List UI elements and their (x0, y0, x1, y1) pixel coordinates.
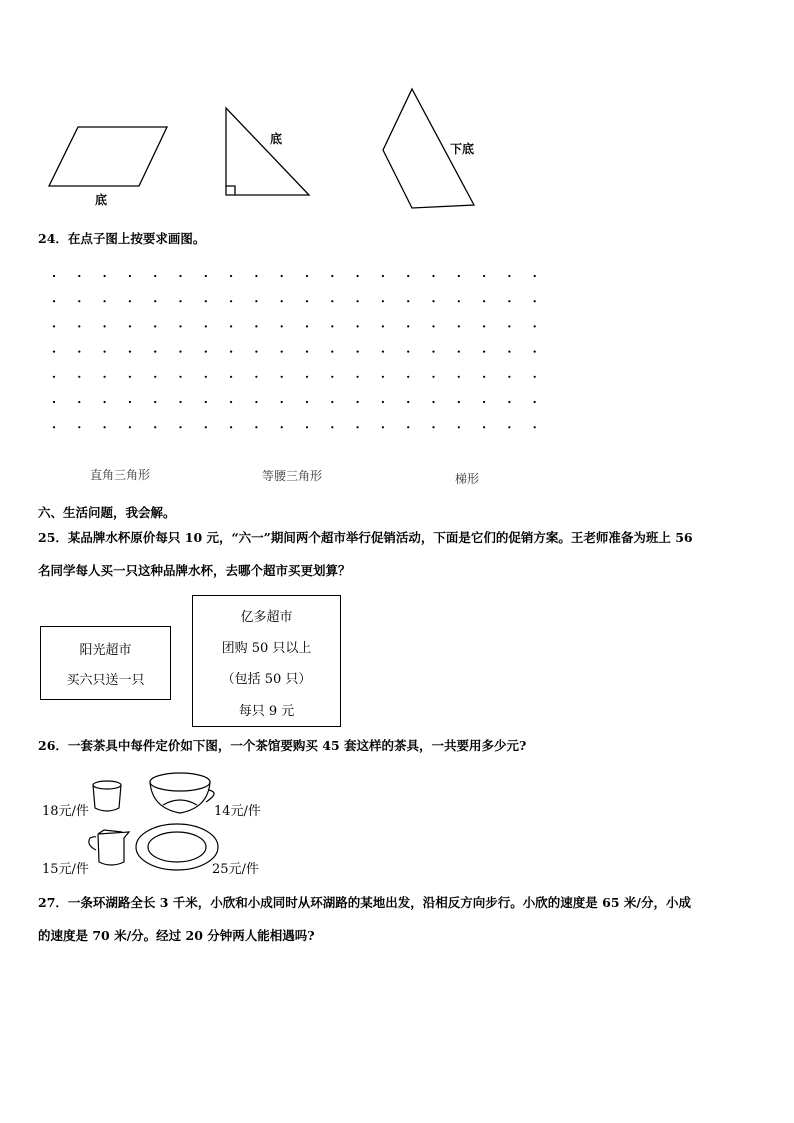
grid-dot (230, 401, 232, 403)
grid-dot (230, 275, 232, 277)
grid-dot (357, 376, 359, 378)
grid-dot (432, 275, 434, 277)
grid-dot (281, 401, 283, 403)
grid-dot (357, 275, 359, 277)
grid-dot (382, 325, 384, 327)
grid-dot (306, 351, 308, 353)
grid-dot (508, 325, 510, 327)
store-b-box (192, 595, 341, 727)
grid-dot (432, 351, 434, 353)
grid-dot (432, 325, 434, 327)
grid-dot (458, 275, 460, 277)
grid-dot (357, 325, 359, 327)
q25-line1: 25．某品牌水杯原价每只 10 元，“六一”期间两个超市举行促销活动，下面是它们的促销方案。王老师准备为班上 56 (38, 530, 693, 545)
grid-dot (104, 401, 106, 403)
store-b-line2: （包括 50 只） (221, 672, 312, 687)
grid-dot (331, 275, 333, 277)
grid-dot (534, 351, 536, 353)
grid-dot (407, 376, 409, 378)
grid-dot (281, 426, 283, 428)
grid-dot (53, 351, 55, 353)
grid-dot (205, 376, 207, 378)
grid-dot (154, 300, 156, 302)
grid-dot (255, 275, 257, 277)
grid-dot (483, 376, 485, 378)
store-b-name: 亿多超市 (240, 610, 293, 625)
grid-dot (534, 325, 536, 327)
grid-dot (508, 376, 510, 378)
grid-dot (407, 275, 409, 277)
grid-dot (230, 300, 232, 302)
grid-dot (432, 376, 434, 378)
grid-dot (53, 300, 55, 302)
grid-dot (104, 351, 106, 353)
parallelogram-shape (49, 127, 167, 186)
grid-dot (154, 376, 156, 378)
grid-dot (281, 376, 283, 378)
grid-dot (104, 426, 106, 428)
grid-dot (281, 325, 283, 327)
grid-dot (179, 401, 181, 403)
grid-dot (508, 426, 510, 428)
plate-price: 25元/件 (212, 862, 259, 877)
grid-dot (53, 426, 55, 428)
grid-dot (357, 426, 359, 428)
grid-dot (432, 401, 434, 403)
grid-dot (205, 275, 207, 277)
grid-dot (78, 275, 80, 277)
store-a-box (40, 626, 171, 700)
q27-line2: 的速度是 70 米/分。经过 20 分钟两人能相遇吗? (38, 928, 315, 943)
grid-dot (483, 300, 485, 302)
grid-dot (432, 426, 434, 428)
grid-dot (534, 426, 536, 428)
grid-dot (78, 426, 80, 428)
grid-dot (154, 275, 156, 277)
grid-dot (104, 376, 106, 378)
caption-trapezoid: 梯形 (455, 472, 480, 486)
grid-dot (104, 300, 106, 302)
grid-dot (129, 300, 131, 302)
grid-dot (458, 376, 460, 378)
grid-dot (306, 325, 308, 327)
grid-dot (331, 325, 333, 327)
grid-dot (534, 275, 536, 277)
grid-dot (179, 376, 181, 378)
grid-dot (230, 426, 232, 428)
grid-dot (230, 351, 232, 353)
store-a-name: 阳光超市 (79, 643, 132, 658)
grid-dot (205, 300, 207, 302)
grid-dot (281, 351, 283, 353)
grid-dot (306, 300, 308, 302)
grid-dot (483, 426, 485, 428)
grid-dot (205, 426, 207, 428)
store-b-line3: 每只 9 元 (238, 704, 295, 719)
grid-dot (78, 401, 80, 403)
grid-dot (458, 325, 460, 327)
grid-dot (483, 351, 485, 353)
grid-dot (104, 275, 106, 277)
grid-dot (331, 351, 333, 353)
grid-dot (331, 401, 333, 403)
bowl-drawing (150, 773, 214, 813)
plate-drawing (136, 824, 218, 870)
dot-grid (53, 275, 536, 428)
grid-dot (407, 325, 409, 327)
grid-dot (53, 376, 55, 378)
grid-dot (255, 426, 257, 428)
grid-dot (255, 325, 257, 327)
grid-dot (357, 401, 359, 403)
grid-dot (483, 325, 485, 327)
bowl-price: 14元/件 (214, 804, 261, 819)
grid-dot (129, 401, 131, 403)
grid-dot (508, 275, 510, 277)
grid-dot (407, 351, 409, 353)
cup-drawing (93, 781, 121, 811)
grid-dot (306, 426, 308, 428)
cup-price: 18元/件 (42, 804, 89, 819)
grid-dot (78, 325, 80, 327)
grid-dot (179, 351, 181, 353)
grid-dot (129, 426, 131, 428)
grid-dot (53, 275, 55, 277)
grid-dot (179, 300, 181, 302)
grid-dot (230, 325, 232, 327)
grid-dot (205, 401, 207, 403)
grid-dot (129, 275, 131, 277)
store-b-line1: 团购 50 只以上 (221, 641, 312, 656)
q27-line1: 27．一条环湖路全长 3 千米，小欣和小成同时从环湖路的某地出发，沿相反方向步行。小欣的速度是 65 米/分，小成 (38, 895, 691, 910)
grid-dot (382, 426, 384, 428)
grid-dot (407, 401, 409, 403)
grid-dot (78, 351, 80, 353)
grid-dot (255, 351, 257, 353)
grid-dot (129, 376, 131, 378)
grid-dot (306, 376, 308, 378)
grid-dot (53, 401, 55, 403)
pitcher-drawing (89, 830, 129, 865)
grid-dot (205, 351, 207, 353)
q24-text: 24．在点子图上按要求画图。 (38, 231, 206, 246)
grid-dot (331, 376, 333, 378)
caption-isosceles-triangle: 等腰三角形 (262, 469, 323, 483)
grid-dot (382, 300, 384, 302)
trapezoid-lower-base-label: 下底 (450, 142, 475, 156)
grid-dot (407, 300, 409, 302)
grid-dot (508, 401, 510, 403)
grid-dot (53, 325, 55, 327)
grid-dot (281, 275, 283, 277)
grid-dot (205, 325, 207, 327)
grid-dot (255, 376, 257, 378)
grid-dot (357, 300, 359, 302)
grid-dot (382, 401, 384, 403)
grid-dot (179, 426, 181, 428)
grid-dot (534, 376, 536, 378)
grid-dot (508, 351, 510, 353)
grid-dot (331, 300, 333, 302)
grid-dot (357, 351, 359, 353)
grid-dot (534, 300, 536, 302)
grid-dot (483, 275, 485, 277)
q26-text: 26．一套茶具中每件定价如下图，一个茶馆要购买 45 套这样的茶具，一共要用多少元? (38, 738, 527, 753)
grid-dot (281, 300, 283, 302)
grid-dot (432, 300, 434, 302)
grid-dot (508, 300, 510, 302)
grid-dot (154, 351, 156, 353)
grid-dot (458, 300, 460, 302)
grid-dot (230, 376, 232, 378)
section-6-title: 六、生活问题，我会解。 (38, 505, 176, 520)
grid-dot (382, 351, 384, 353)
q25-line2: 名同学每人买一只这种品牌水杯，去哪个超市买更划算？ (38, 563, 351, 578)
grid-dot (154, 426, 156, 428)
grid-dot (129, 351, 131, 353)
grid-dot (154, 325, 156, 327)
grid-dot (407, 426, 409, 428)
grid-dot (458, 401, 460, 403)
grid-dot (179, 275, 181, 277)
parallelogram-base-label: 底 (95, 193, 108, 207)
grid-dot (458, 351, 460, 353)
pitcher-price: 15元/件 (42, 862, 89, 877)
grid-dot (255, 300, 257, 302)
grid-dot (458, 426, 460, 428)
grid-dot (331, 426, 333, 428)
grid-dot (104, 325, 106, 327)
grid-dot (306, 401, 308, 403)
grid-dot (483, 401, 485, 403)
store-a-offer: 买六只送一只 (66, 673, 145, 688)
grid-dot (78, 376, 80, 378)
grid-dot (179, 325, 181, 327)
grid-dot (78, 300, 80, 302)
caption-right-triangle: 直角三角形 (90, 468, 151, 482)
grid-dot (129, 325, 131, 327)
grid-dot (382, 275, 384, 277)
grid-dot (255, 401, 257, 403)
grid-dot (534, 401, 536, 403)
grid-dot (154, 401, 156, 403)
grid-dot (306, 275, 308, 277)
right-triangle-shape (226, 108, 309, 195)
grid-dot (382, 376, 384, 378)
triangle-base-label: 底 (270, 132, 283, 146)
